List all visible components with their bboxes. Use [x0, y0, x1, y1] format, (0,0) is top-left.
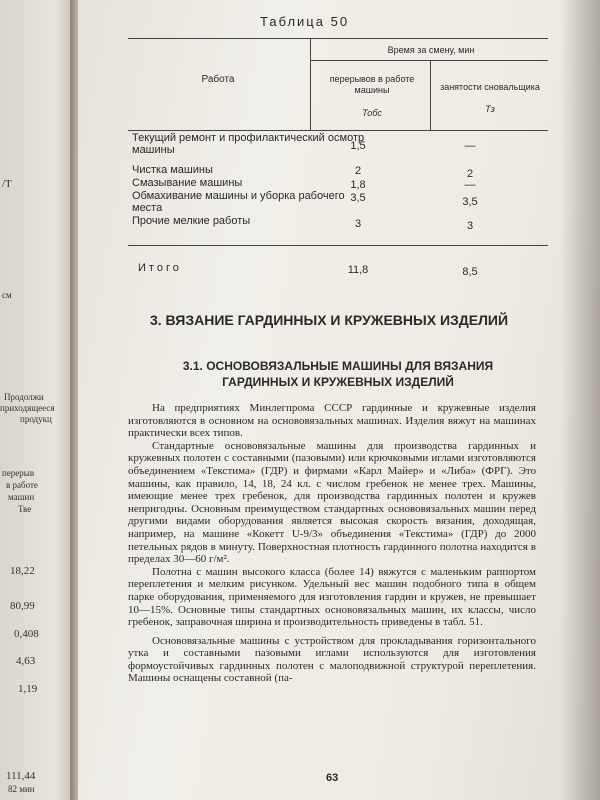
- table-col-divider: [310, 38, 311, 130]
- prev-fragment: 4,63: [16, 655, 36, 667]
- table-row-name: Чистка машины: [132, 164, 213, 176]
- prev-fragment: 18,22: [10, 565, 35, 577]
- table-total-label: Итого: [138, 262, 182, 274]
- prev-fragment: продукц: [20, 414, 52, 424]
- prev-fragment: Тве: [18, 504, 32, 514]
- header-busy-symbol: Тз: [485, 104, 495, 114]
- table-top-rule: [128, 38, 548, 39]
- table-row-breaks: 1,5: [350, 140, 366, 152]
- table-row-name: Текущий ремонт и профилактический осмотр машины: [132, 132, 365, 156]
- table-row-name: Смазывание машины: [132, 177, 243, 189]
- header-breaks: перерывов в работе машины: [329, 74, 415, 95]
- prev-fragment: Продолжи: [4, 392, 44, 402]
- page-shadow: [560, 0, 600, 800]
- table-row-busy: 3,5: [462, 196, 478, 208]
- header-time-group: Время за смену, мин: [387, 45, 475, 55]
- prev-fragment: в работе: [6, 480, 38, 490]
- prev-fragment: перерыв: [2, 468, 35, 478]
- paragraph: Основовязальные машины с устройством для прокладывания горизонтального утка и составными пазовыми иглами используются для изготовления формоустойчивых гардинных полотен с малоподвижной структурой переплетения. Машины оснащены составной (па-: [128, 634, 536, 685]
- paragraph: Полотна с машин высокого класса (более 14) вяжутся с маленьким раппортом переплетения и мелким рисунком. Удельный вес машин подобного типа в общем парке оборудования, применяемого для изготовления гардин и кружев, не превышает 10—15%. Основные типы стандартных основовязальных машин, их классы, число гребенок, заправочная ширина и производительность приведены в табл. 51.: [128, 565, 536, 629]
- table-total-breaks: 11,8: [347, 264, 369, 276]
- prev-fragment: /Т: [2, 178, 12, 190]
- prev-fragment: см: [2, 290, 12, 300]
- table-row-busy: 3: [466, 220, 474, 232]
- book-page: [78, 0, 600, 800]
- table-row-breaks: 2: [354, 165, 362, 177]
- paragraph: На предприятиях Минлегпрома СССР гардинные и кружевные изделия изготовляются в основном на основовязальных машинах. Изделия вяжут на машинах практически всех типов.: [128, 402, 536, 440]
- table-header-rule: [128, 130, 548, 131]
- table-row-breaks: 1,8: [350, 179, 366, 191]
- subsection-heading-line-1: 3.1. ОСНОВОВЯЗАЛЬНЫЕ МАШИНЫ ДЛЯ ВЯЗАНИЯ: [182, 359, 494, 373]
- paragraph: Стандартные основовязальные машины для производства гардинных и кружевных полотен с составными (пазовыми) или крючковыми иглами изготовляются объединением «Текстима» (ГДР) и фирмами «Карл Майер» и «Либа» (ФРГ). Это машины, как правило, 14, 18, 24 кл. с числом гребенок не менее трех. Машины, имеющие менее трех гребенок, для производства гардинных полотен и кружев непригодны. Основным преимуществом стандартных основовязальных машин перед другими видами оборудования является высокая скорость вязания, доходящая, например, на машине «Кокетт U-9/3» объединения «Текстима» (ГДР) до 2000 петельных рядов в минуту. Поверхностная плотность гардинного полотна находится в пределах 30—60 г/м².: [128, 439, 536, 566]
- table-row-busy: —: [464, 179, 476, 191]
- previous-page-edge: [0, 0, 80, 800]
- table-col-divider: [430, 60, 431, 130]
- table-row-name: Обмахивание машины и уборка рабочего места: [132, 190, 345, 214]
- header-breaks-symbol: Тобс: [362, 108, 382, 118]
- body-text: [128, 402, 536, 685]
- table-title: Таблица 50: [260, 14, 350, 29]
- table-row-busy: 2: [466, 168, 474, 180]
- table-total-busy: 8,5: [462, 266, 478, 278]
- prev-fragment: 111,44: [6, 770, 36, 782]
- prev-fragment: 82 мин: [8, 784, 35, 794]
- prev-fragment: 1,19: [18, 683, 38, 695]
- subsection-heading-line-2: ГАРДИННЫХ И КРУЖЕВНЫХ ИЗДЕЛИЙ: [222, 375, 454, 389]
- table-total-rule: [128, 245, 548, 246]
- section-heading: 3. ВЯЗАНИЕ ГАРДИННЫХ И КРУЖЕВНЫХ ИЗДЕЛИЙ: [149, 312, 509, 328]
- page-number: 63: [326, 772, 339, 784]
- prev-fragment: 80,99: [10, 600, 35, 612]
- table-row-breaks: 3,5: [350, 192, 366, 204]
- prev-fragment: приходящееся: [0, 403, 55, 413]
- prev-fragment: машин: [8, 492, 35, 502]
- table-row-breaks: 3: [354, 218, 362, 230]
- prev-fragment: 0,408: [14, 628, 39, 640]
- header-work: Работа: [201, 74, 235, 85]
- table-row-name: Прочие мелкие работы: [132, 215, 251, 227]
- table-row-busy: —: [464, 140, 476, 152]
- table-group-rule: [310, 60, 548, 61]
- header-busy: занятости сновальщика: [440, 82, 540, 92]
